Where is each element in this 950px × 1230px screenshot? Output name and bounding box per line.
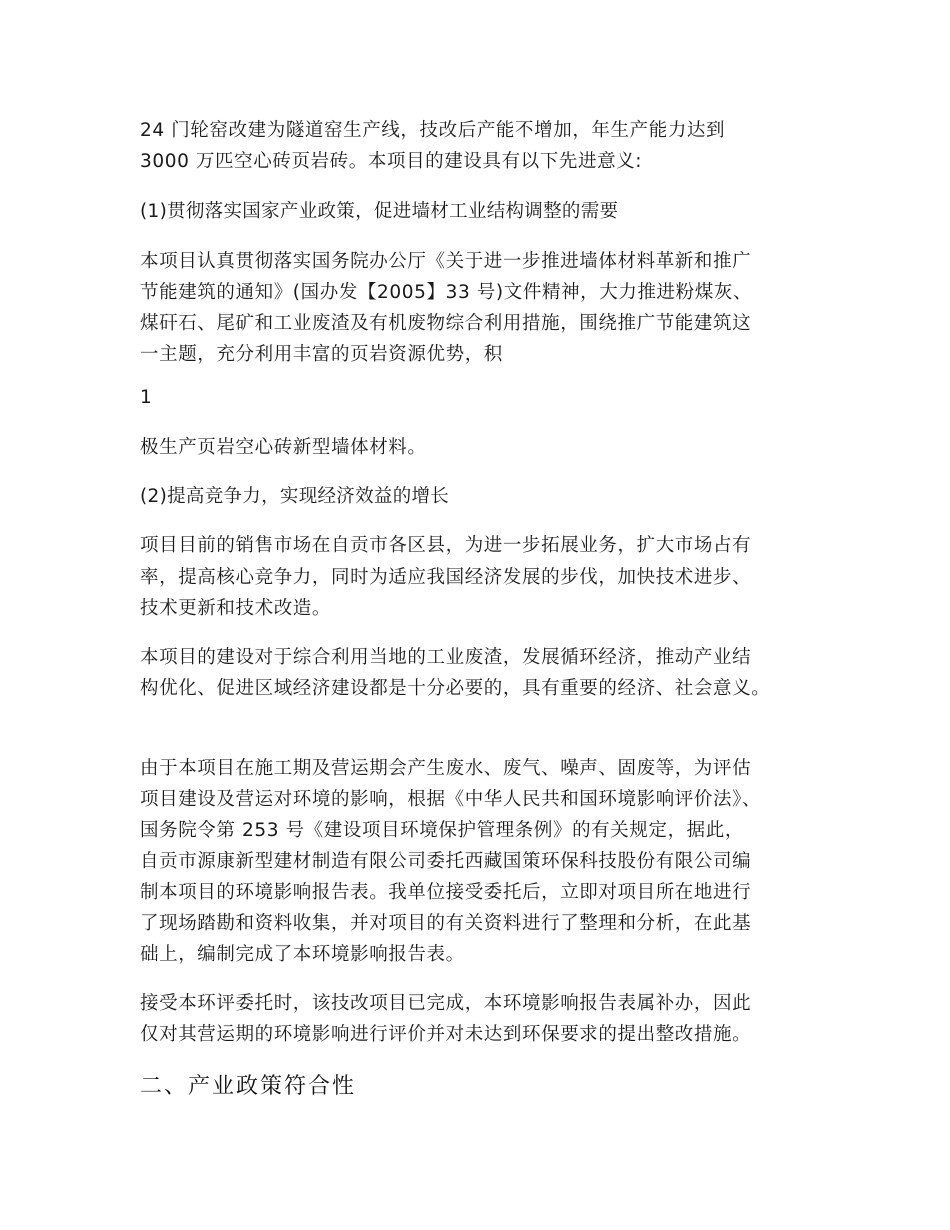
paragraph-1-line-2: 3000 万匹空心砖页岩砖。本项目的建设具有以下先进意义: — [140, 151, 643, 172]
item-2-title: (2)提高竞争力，实现经济效益的增长 — [140, 486, 450, 507]
paragraph-2-line-4: 一主题，充分利用丰富的页岩资源优势，积 — [140, 344, 503, 365]
paragraph-2-line-1: 本项目认真贯彻落实国务院办公厅《关于进一步推进墙体材料革新和推广 — [140, 251, 752, 272]
paragraph-6-line-2: 项目建设及营运对环境的影响，根据《中华人民共和国环境影响评价法》、 — [140, 789, 762, 810]
paragraph-6-line-6: 了现场踏勘和资料收集，并对项目的有关资料进行了整理和分析，在此基 — [140, 913, 752, 934]
paragraph-1-line-1: 24 门轮窑改建为隧道窑生产线，技改后产能不增加，年生产能力达到 — [140, 120, 726, 141]
section-heading: 二、产业政策符合性 — [140, 1074, 357, 1099]
paragraph-5-line-2: 构优化、促进区域经济建设都是十分必要的，具有重要的经济、社会意义。 — [140, 678, 771, 699]
paragraph-3: 极生产页岩空心砖新型墙体材料。 — [140, 437, 427, 458]
paragraph-6-line-1: 由于本项目在施工期及营运期会产生废水、废气、噪声、固废等，为评估 — [140, 758, 752, 779]
paragraph-5-line-1: 本项目的建设对于综合利用当地的工业废渣，发展循环经济，推动产业结 — [140, 647, 752, 668]
paragraph-2-line-3: 煤矸石、尾矿和工业废渣及有机废物综合利用措施，围绕推广节能建筑这 — [140, 313, 752, 334]
paragraph-7-line-2: 仅对其营运期的环境影响进行评价并对未达到环保要求的提出整改措施。 — [140, 1024, 752, 1045]
item-1-title: (1)贯彻落实国家产业政策，促进墙材工业结构调整的需要 — [140, 201, 619, 222]
paragraph-4-line-2: 率，提高核心竞争力，同时为适应我国经济发展的步伐，加快技术进步、 — [140, 567, 752, 588]
paragraph-4-line-3: 技术更新和技术改造。 — [140, 598, 332, 619]
page-number: 1 — [140, 387, 153, 408]
paragraph-6-line-4: 自贡市源康新型建材制造有限公司委托西藏国策环保科技股份有限公司编 — [140, 851, 752, 872]
paragraph-7-line-1: 接受本环评委托时，该技改项目已完成，本环境影响报告表属补办，因此 — [140, 993, 752, 1014]
paragraph-2-line-2: 节能建筑的通知》(国办发【2005】33 号)文件精神，大力推进粉煤灰、 — [140, 282, 753, 303]
paragraph-4-line-1: 项目目前的销售市场在自贡市各区县，为进一步拓展业务，扩大市场占有 — [140, 535, 752, 556]
paragraph-6-line-3: 国务院令第 253 号《建设项目环境保护管理条例》的有关规定，据此， — [140, 820, 744, 841]
paragraph-6-line-5: 制本项目的环境影响报告表。我单位接受委托后，立即对项目所在地进行 — [140, 882, 752, 903]
paragraph-6-line-7: 础上，编制完成了本环境影响报告表。 — [140, 944, 465, 965]
